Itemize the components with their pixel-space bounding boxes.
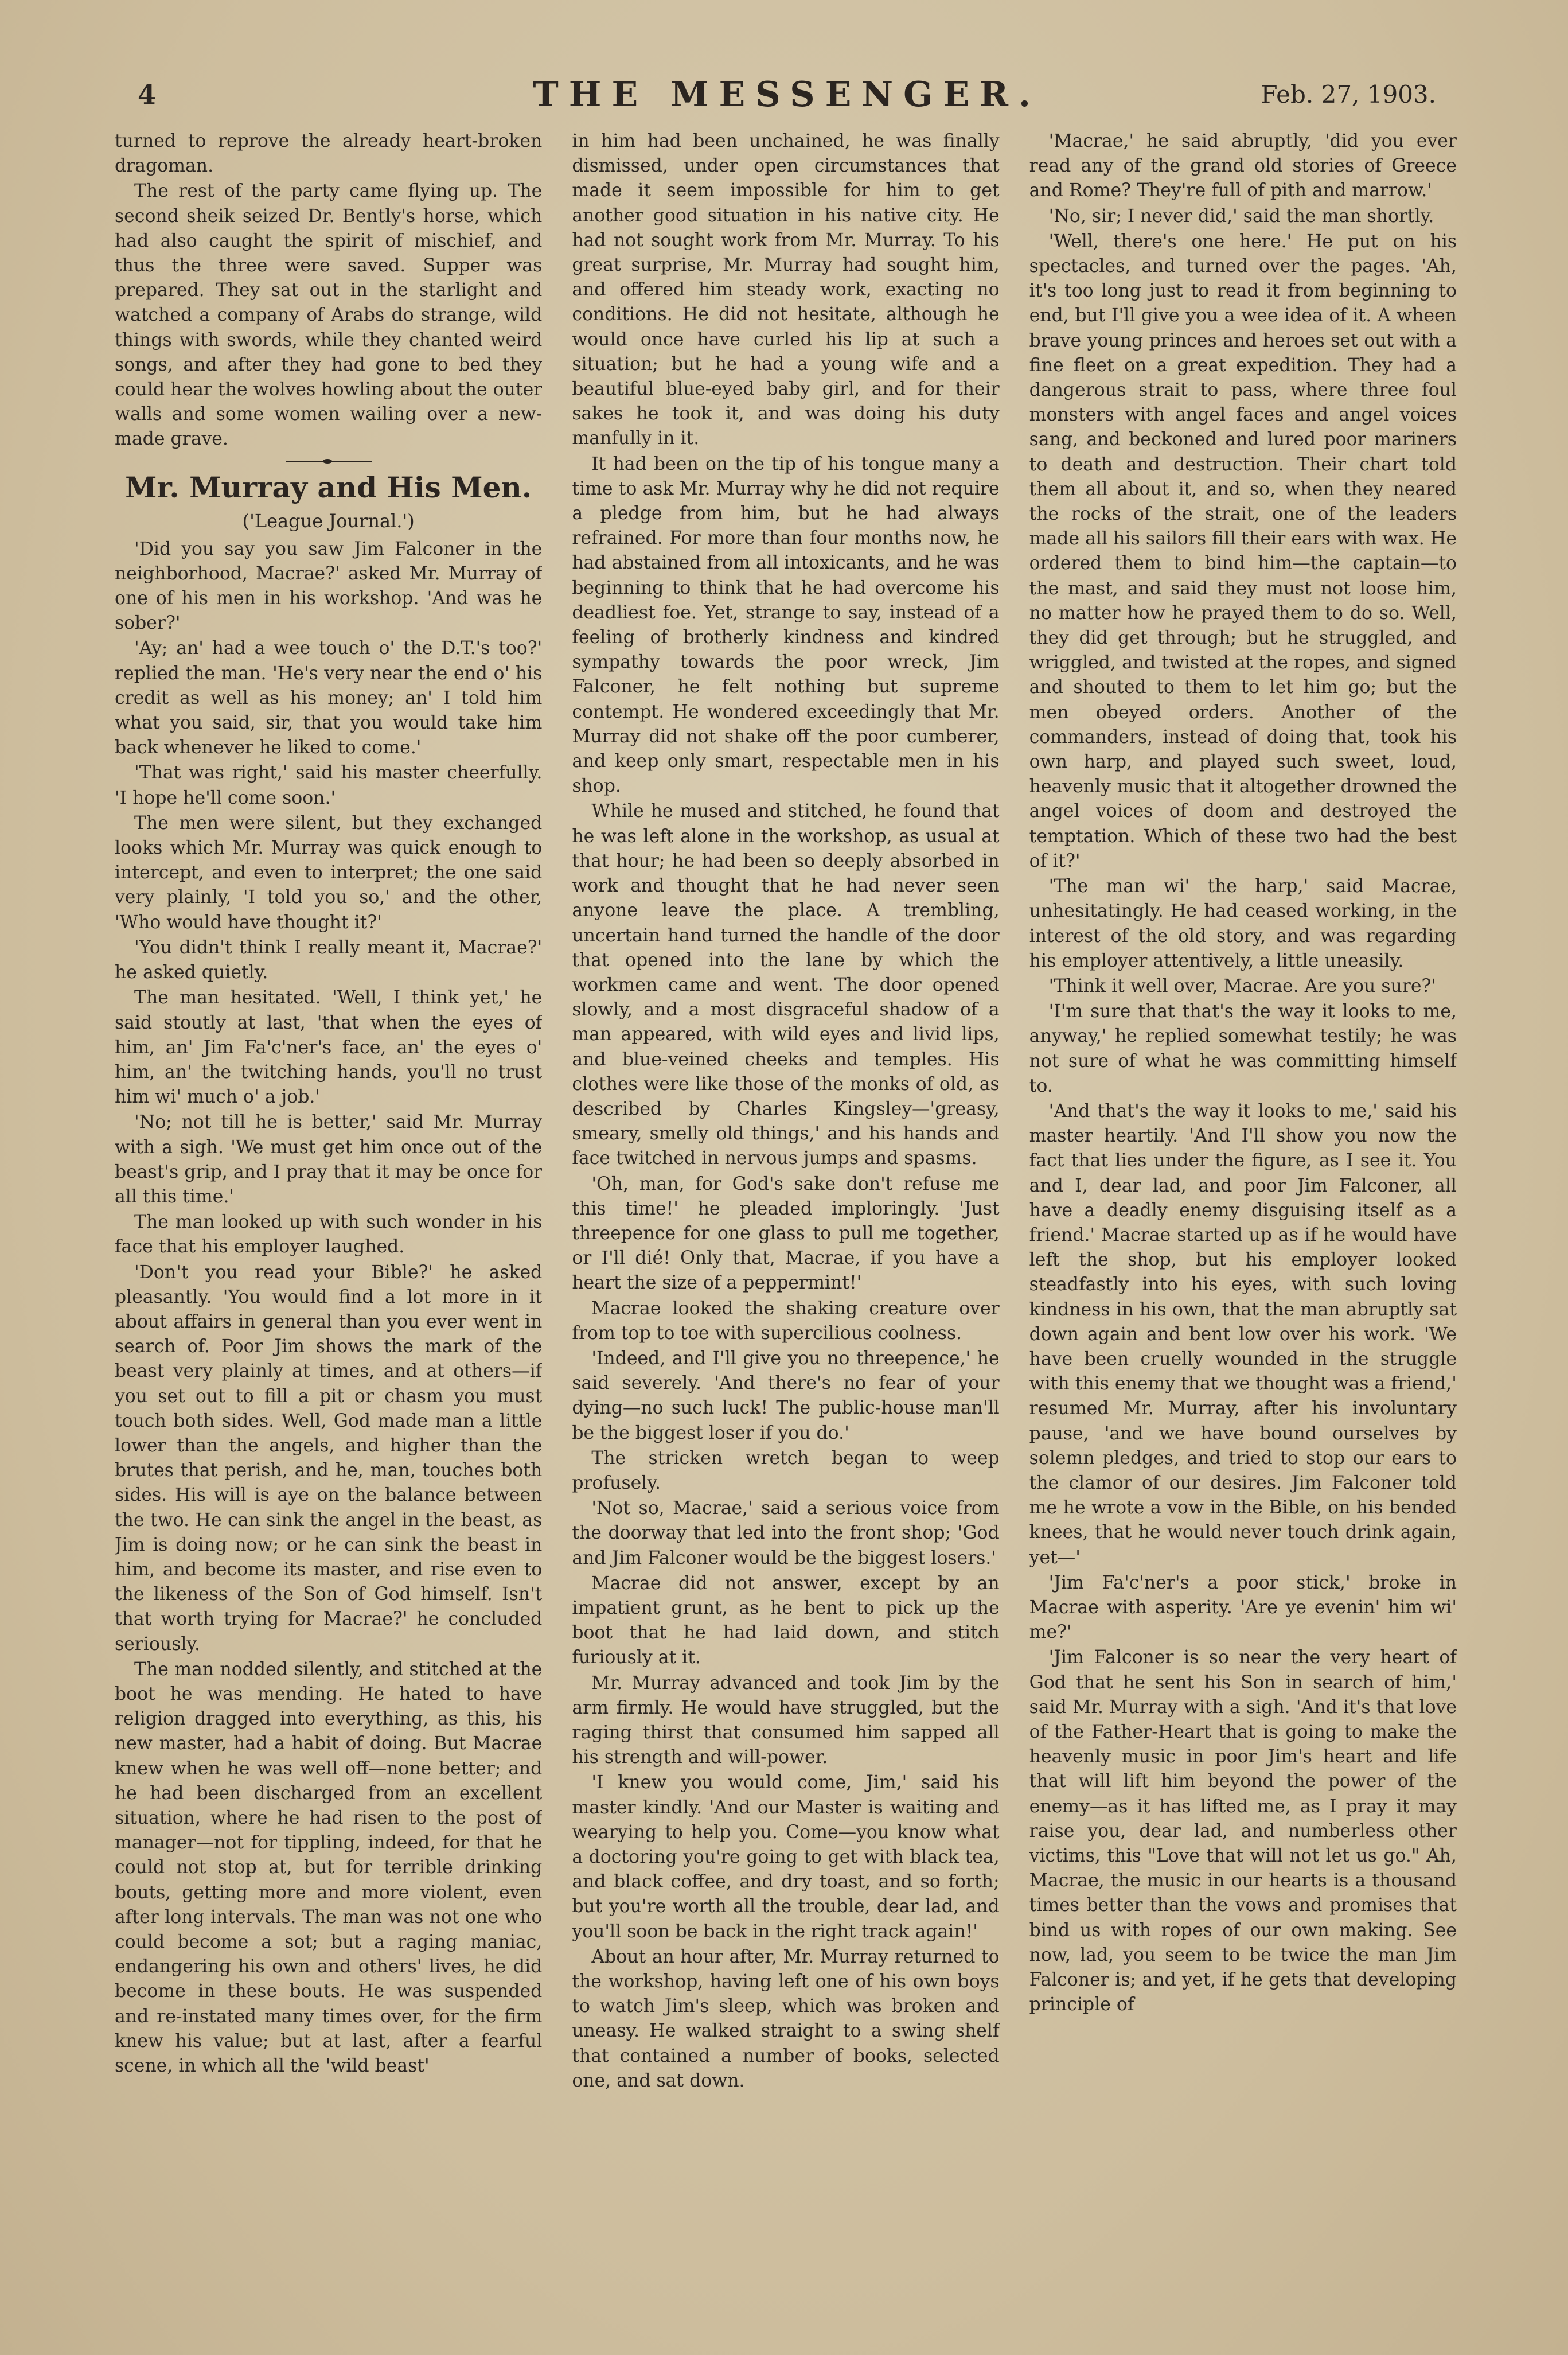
paragraph: 'And that's the way it looks to me,' said his master heartily. 'And I'll show you now the fact that lies under the figure, as I see it. You and I, dear lad, and poor Jim Falconer, all have a deadly enemy disguising itself as a friend.' Macrae started up as if he would have left the shop, but his employer looked steadfastly into his eyes, with such loving kindness in his own, that the man abruptly sat down again and bent low over his work. 'We have been cruelly wounded in the struggle with this enemy that we thought was a friend,' resumed Mr. Murray, after his involuntary pause, 'and we have bound ourselves by solemn pledges, and tried to stop our ears to the clamor of our desires. Jim Falconer told me he wrote a vow in the Bible, on his bended knees, that he would never touch drink again, yet—' xyxy=(1029,1100,1457,1568)
paragraph: The men were silent, but they exchanged looks which Mr. Murray was quick enough to intercept, and even to interpret; the one said very plainly, 'I told you so,' and the other, 'Who would have thought it?' xyxy=(115,812,543,933)
paragraph: 'Indeed, and I'll give you no threepence,' he said severely. 'And there's no fear of your dying—no such luck! The public-house man'll be the biggest loser if you do.' xyxy=(572,1348,1000,1443)
paragraph: While he mused and stitched, he found that he was left alone in the workshop, as usual at that hour; he had been so deeply absorbed in work and thought that he had never seen anyone leave the place. A trembling, uncertain hand turned the handle of the door that opened into the lane by which the workmen came and went. The door opened slowly, and a most disgraceful shadow of a man appeared, with wild eyes and livid lips, and blue-veined cheeks and temples. His clothes were like those of the monks of old, as described by Charles Kingsley—'greasy, smeary, smelly old things,' and his hands and face twitched in nervous jumps and spasms. xyxy=(572,801,1000,1169)
paragraph: 'I knew you would come, Jim,' said his master kindly. 'And our Master is waiting and wearying to help you. Come—you know what a doctoring you're going to get with black tea, and black coffee, and dry toast, and so forth; but you're worth all the trouble, dear lad, and you'll soon be back in the right track again!' xyxy=(572,1772,1000,1942)
text-columns xyxy=(115,129,1457,2303)
paragraph: 'The man wi' the harp,' said Macrae, unhesitatingly. He had ceased working, in the interest of the old story, and was regarding his employer attentively, a little uneasily. xyxy=(1029,876,1457,971)
paragraph: 'No; not till he is better,' said Mr. Murray with a sigh. 'We must get him once out of the beast's grip, and I pray that it may be once for all this time.' xyxy=(115,1112,543,1207)
paragraph: 'That was right,' said his master cheerfully. 'I hope he'll come soon.' xyxy=(115,762,543,808)
column-1 xyxy=(115,129,542,2303)
paragraph: Macrae did not answer, except by an impatient grunt, as he bent to pick up the boot that he had laid down, and stitch furiously at it. xyxy=(572,1572,1000,1668)
paragraph: 'Think it well over, Macrae. Are you sure?' xyxy=(1048,975,1437,997)
article-title: Mr. Murray and His Men. xyxy=(125,470,532,504)
paragraph: 'Don't you read your Bible?' he asked pleasantly. 'You would find a lot more in it about affairs in general than you ever went in search of. Poor Jim shows the mark of the beast very plainly at times, and at others—if you set out to fill a pit or chasm you must touch both sides. Well, God made man a little lower than the angels, and higher than the brutes that perish, and he, man, touches both sides. His will is aye on the balance between the two. He can sink the angel in the beast, as Jim is doing now; or he can sink the beast in him, and become its master, and rise even to the likeness of the Son of God himself. Isn't that worth trying for Macrae?' he concluded seriously. xyxy=(115,1262,543,1655)
paragraph: 'Macrae,' he said abruptly, 'did you ever read any of the grand old stories of Greece and Rome? They're full of pith and marrow.' xyxy=(1029,131,1457,201)
paragraph: 'Ay; an' had a wee touch o' the D.T.'s too?' replied the man. 'He's very near the end o' his credit as well as his money; an' I told him what you said, sir, that you would take him back whenever he liked to come.' xyxy=(115,638,543,758)
paper-title: THE MESSENGER. xyxy=(533,75,1041,115)
masthead xyxy=(138,75,1436,120)
issue-date: Feb. 27, 1903. xyxy=(1261,80,1436,108)
paragraph: The man looked up with such wonder in his face that his employer laughed. xyxy=(115,1212,543,1258)
paragraph: The man nodded silently, and stitched at the boot he was mending. He hated to have religion dragged into everything, as this, his new master, had a habit of doing. But Macrae knew when he was well off—none better; and he had been discharged from an excellent situation, where he had risen to the post of manager—not for tippling, indeed, for that he could not stop at, but for terrible drinking bouts, getting more and more violent, even after long intervals. The man was not one who could become a sot; but a raging maniac, endangering his own and others' lives, he did become in these bouts. He was suspended and re-instated many times over, for the firm knew his value; but at last, after a fearful scene, in which all the 'wild beast' xyxy=(115,1659,543,2077)
paragraph: The man hesitated. 'Well, I think yet,' he said stoutly at last, 'that when the eyes of him, an' Jim Fa'c'ner's face, an' the eyes o' him, an' the twitching hands, you'll no trust him wi' much o' a job.' xyxy=(115,987,543,1108)
page-number: 4 xyxy=(138,79,157,110)
paragraph: 'No, sir; I never did,' said the man shortly. xyxy=(1048,205,1434,227)
paragraph: 'Jim Fa'c'ner's a poor stick,' broke in Macrae with asperity. 'Are ye evenin' him wi' me?' xyxy=(1029,1572,1457,1643)
paragraph: turned to reprove the already heart-broken dragoman. xyxy=(115,131,543,177)
article-source: ('League Journal.') xyxy=(242,509,415,532)
paragraph: Macrae looked the shaking creature over from top to toe with supercilious coolness. xyxy=(572,1298,1000,1344)
column-3 xyxy=(1029,129,1457,2303)
section-divider xyxy=(286,459,372,464)
paragraph: The rest of the party came flying up. The second sheik seized Dr. Bently's horse, which had also caught the spirit of mischief, and thus the three were saved. Supper was prepared. They sat out in the starlight and watched a company of Arabs do strange, wild things with swords, while they chanted weird songs, and after they had gone to bed they could hear the wolves howling about the outer walls and some women wailing over a new-made grave. xyxy=(115,181,543,450)
paragraph: 'I'm sure that that's the way it looks to me, anyway,' he replied somewhat testily; he was not sure of what he was committing himself to. xyxy=(1029,1001,1457,1096)
column-2 xyxy=(572,129,999,2303)
paragraph: It had been on the tip of his tongue many a time to ask Mr. Murray why he did not require a pledge from him, but he had always refrained. For more than four months now, he had abstained from all intoxicants, and he was beginning to think that he had overcome his deadliest foe. Yet, strange to say, instead of a feeling of brotherly kindness and kindred sympathy towards the poor wreck, Jim Falconer, he felt nothing but supreme contempt. He wondered exceedingly that Mr. Murray did not shake off the poor cumberer, and keep only smart, respectable men in his shop. xyxy=(572,453,1000,797)
paragraph: 'Oh, man, for God's sake don't refuse me this time!' he pleaded imploringly. 'Just threepence for one glass to pull me together, or I'll dié! Only that, Macrae, if you have a heart the size of a peppermint!' xyxy=(572,1173,1000,1294)
paragraph: 'Well, there's one here.' He put on his spectacles, and turned over the pages. 'Ah, it's too long just to read it from beginning to end, but I'll give you a wee idea of it. A wheen brave young princes and heroes set out with a fine fleet on a great expedition. They had a dangerous strait to pass, where three foul monsters with angel faces and angel voices sang, and beckoned and lured poor mariners to death and destruction. Their chart told them all about it, and so, when they neared the rocks of the strait, one of the leaders made all his sailors fill their ears with wax. He ordered them to bind him—the captain—to the mast, and said they must not loose him, no matter how he prayed them to do so. Well, they did get through; but he struggled, and wriggled, and twisted at the ropes, and signed and shouted to them to let him go; but the men obeyed orders. Another of the commanders, instead of doing that, took his own harp, and played such sweet, loud, heavenly music that it altogether drowned the angel voices of doom and destroyed the temptation. Which of these two had the best of it?' xyxy=(1029,231,1457,871)
paragraph: Mr. Murray advanced and took Jim by the arm firmly. He would have struggled, but the raging thirst that consumed him sapped all his strength and will-power. xyxy=(572,1672,1000,1768)
paragraph: 'Jim Falconer is so near the very heart of God that he sent his Son in search of him,' said Mr. Murray with a sigh. 'And it's that love of the Father-Heart that is going to make the heavenly music in poor Jim's heart and life that will lift him beyond the power of the enemy—as it has lifted me, as I pray it may raise you, dear lad, and numberless other victims, this "Love that will not let us go." Ah, Macrae, the music in our hearts is a thousand times better than the vows and promises that bind us with ropes of our own making. See now, lad, you seem to be twice the man Jim Falconer is; and yet, if he gets that developing principle of xyxy=(1029,1647,1457,2015)
paragraph: in him had been unchained, he was finally dismissed, under open circumstances that made it seem impossible for him to get another good situation in his native city. He had not sought work from Mr. Murray. To his great surprise, Mr. Murray had sought him, and offered him steady work, exacting no conditions. He did not hesitate, although he would once have curled his lip at such a situation; but he had a young wife and a beautiful blue-eyed baby girl, and for their sakes he took it, and was doing his duty manfully in it. xyxy=(572,131,1000,449)
paragraph: 'You didn't think I really meant it, Macrae?' he asked quietly. xyxy=(115,937,543,983)
paragraph: About an hour after, Mr. Murray returned to the workshop, having left one of his own boys to watch Jim's sleep, which was broken and uneasy. He walked straight to a swing shelf that contained a number of books, selected one, and sat down. xyxy=(572,1946,1000,2091)
paragraph: 'Not so, Macrae,' said a serious voice from the doorway that led into the front shop; 'God and Jim Falconer would be the biggest losers.' xyxy=(572,1498,1000,1568)
paragraph: 'Did you say you saw Jim Falconer in the neighborhood, Macrae?' asked Mr. Murray of one of his men in his workshop. 'And was he sober?' xyxy=(115,538,543,634)
paragraph: The stricken wretch began to weep profusely. xyxy=(572,1447,1000,1493)
